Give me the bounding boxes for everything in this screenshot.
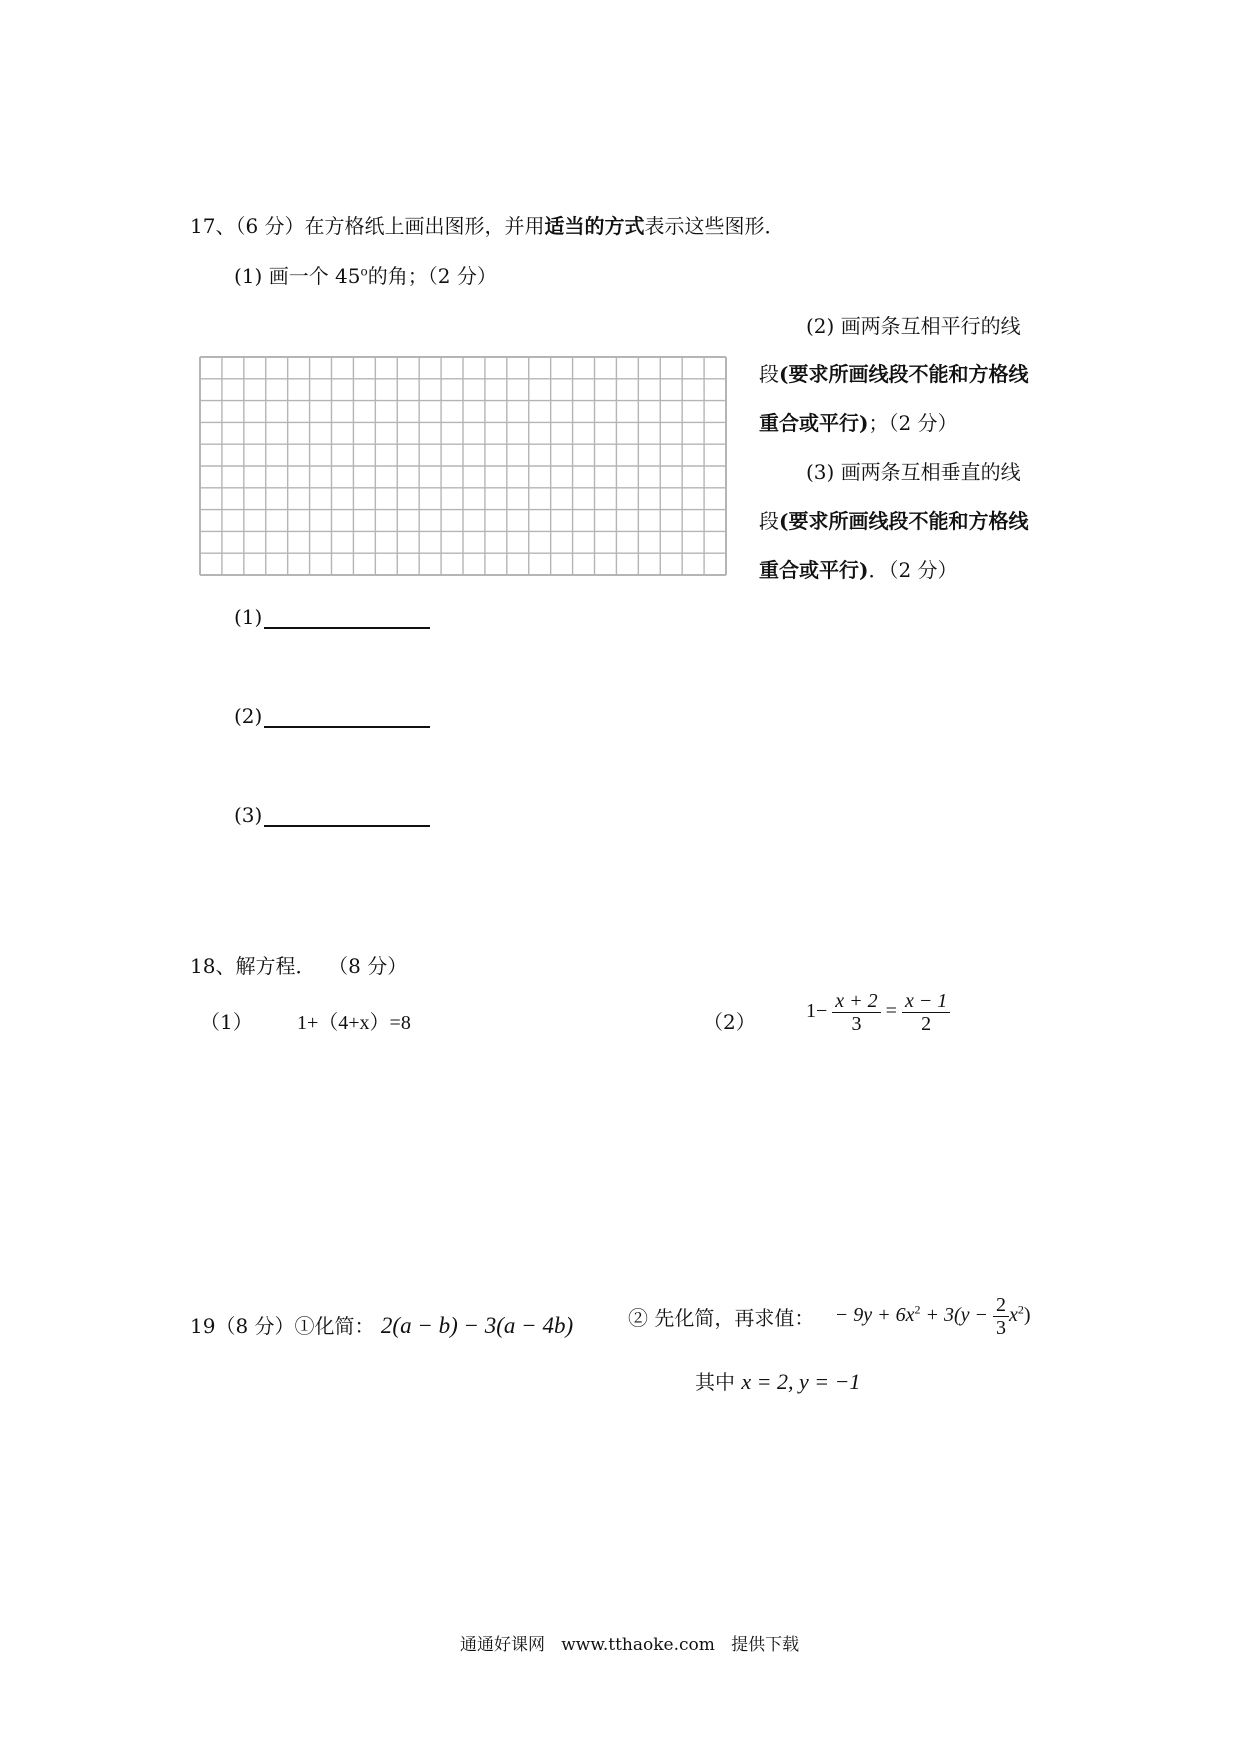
q19-p2-expr-c: x (1009, 1304, 1018, 1327)
q19-part1 (190, 1310, 573, 1339)
footer-suffix: 提供下载 (731, 1635, 800, 1655)
q17-score: （6 分） (235, 214, 305, 238)
q19-p1-expr: 2(a − b) − 3(a − 4b) (380, 1313, 574, 1338)
q18-p2-frac1-num: x + 2 (832, 990, 880, 1013)
answer-label-3: (3) (234, 803, 263, 827)
q18-p2-eq: = (885, 1000, 897, 1023)
answer-line-2[interactable] (264, 726, 430, 728)
answer-label-2: (2) (234, 704, 263, 728)
answer-line-1[interactable] (264, 627, 430, 629)
footer-site-name: 通通好课网 (460, 1635, 545, 1655)
q17-text-a: 在方格纸上画出图形，并用 (304, 214, 545, 238)
q17-sub3-line3 (759, 554, 958, 583)
answer-line-3[interactable] (264, 825, 430, 827)
q18-p2-label: （2） (703, 1010, 756, 1034)
q18-title (190, 950, 407, 979)
q19-p2-sup2: 2 (1017, 1302, 1024, 1317)
q18-p2-frac1-den: 3 (851, 1013, 862, 1035)
q18-p1-label: （1） (200, 1010, 253, 1034)
q18-number: 18、 (190, 954, 236, 978)
q17-sub1 (234, 260, 497, 289)
q19-p2-expr-d: ) (1023, 1304, 1031, 1327)
q19-p2-frac-num: 2 (993, 1294, 1009, 1317)
grid-paper (199, 356, 727, 576)
q19-p2-expr-a: − 9y + 6x (834, 1304, 915, 1327)
q18-p1-equation: 1+（4+x）=8 (297, 1012, 411, 1034)
q19-p2-label: ② 先化简，再求值： (628, 1306, 815, 1330)
q17-sub2-line1: (2) 画两条互相平行的线 (806, 314, 1021, 338)
q17-sub3-line3-bold: 重合或平行) (759, 558, 869, 582)
q18-p2-equation (806, 990, 950, 1035)
q17-text-bold: 适当的方式 (544, 214, 645, 238)
q19-score: （8 分） (215, 1314, 295, 1338)
q18-p2-frac2-num: x − 1 (902, 990, 950, 1013)
answer-label-1: (1) (234, 605, 263, 629)
q17-sub2-line2-bold: (要求所画线段不能和方格线 (779, 362, 1029, 386)
q19-number: 19 (190, 1314, 216, 1338)
q19-p2-frac (993, 1294, 1009, 1339)
q17-sub2-line3-normal: ；（2 分） (868, 411, 958, 435)
q17-sub3-line3-normal: ．（2 分） (868, 558, 958, 582)
q18-text: 解方程． (235, 954, 316, 978)
q17-number: 17、 (190, 214, 236, 238)
q17-sub2-line3-bold: 重合或平行) (759, 411, 869, 435)
q19-p2-expr-b: + 3(y − (920, 1304, 988, 1327)
q19-condition (695, 1366, 860, 1395)
q17-sub2-line3 (759, 407, 958, 436)
q19-cond-prefix: 其中 (695, 1370, 735, 1394)
q17-text-b: 表示这些图形． (644, 214, 785, 238)
q17-sub1-degree: o (360, 264, 368, 279)
q18-score: （8 分） (328, 954, 408, 978)
q17-sub3-line2 (759, 505, 1028, 534)
q17-sub1-label: (1) (234, 264, 263, 288)
q19-p2-frac-den: 3 (996, 1317, 1006, 1339)
q17-sub3-line1: (3) 画两条互相垂直的线 (806, 460, 1021, 484)
q17-sub1-text-after: 的角；（2 分） (367, 264, 497, 288)
footer-url[interactable]: www.tthaoke.com (561, 1635, 715, 1655)
q17-sub1-text: 画一个 45 (268, 264, 361, 288)
q18-p2-frac1 (832, 990, 880, 1035)
q18-p2-frac2 (902, 990, 950, 1035)
q17-sub2-line2-normal: 段 (759, 362, 779, 386)
page-footer (460, 1630, 799, 1655)
q17-sub2-line2 (759, 358, 1028, 387)
q18-p2-lead: 1− (806, 1000, 828, 1023)
q17-sub3-line2-normal: 段 (759, 509, 779, 533)
q19-part2 (628, 1294, 1031, 1339)
q19-cond-expr: x = 2, y = −1 (741, 1369, 861, 1394)
q17-title (190, 210, 785, 239)
q18-p2-frac2-den: 2 (921, 1013, 932, 1035)
q19-p2-sup1: 2 (914, 1302, 921, 1317)
q19-p1-label: ①化简： (294, 1314, 375, 1338)
q19-p2-expr (834, 1294, 1031, 1339)
q17-sub3-line2-bold: (要求所画线段不能和方格线 (779, 509, 1029, 533)
